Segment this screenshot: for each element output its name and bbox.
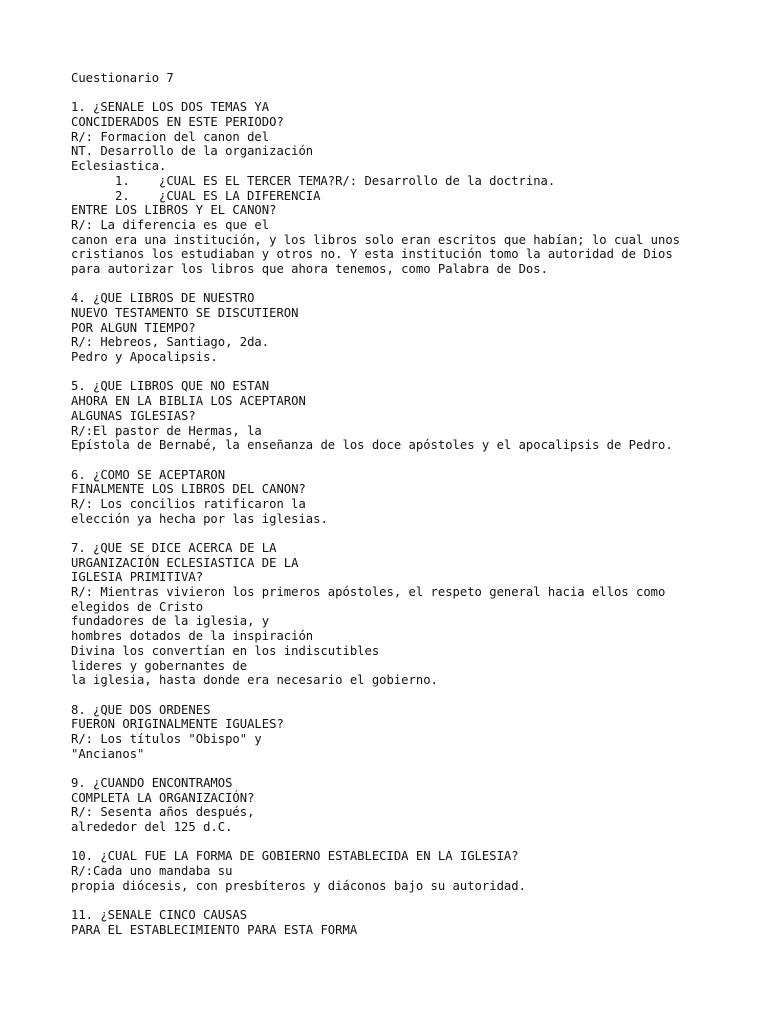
text-line: IGLESIA PRIMITIVA? — [71, 570, 204, 585]
text-line: NT. Desarrollo de la organización — [71, 144, 314, 159]
text-line: hombres dotados de la inspiración — [71, 629, 314, 644]
text-line: ENTRE LOS LIBROS Y EL CANON? — [71, 203, 277, 218]
list-number: 2. — [115, 188, 130, 203]
question-7 — [71, 541, 751, 688]
text-line: elección ya hecha por las iglesias. — [71, 511, 328, 526]
list-item — [71, 189, 751, 204]
text-line: URGANIZACIÓN ECLESIASTICA DE LA — [71, 555, 299, 570]
list-text: ¿CUAL ES LA DIFERENCIA — [159, 188, 321, 203]
text-line: 10. ¿CUAL FUE LA FORMA DE GOBIERNO ESTABLECIDA EN LA IGLESIA? — [71, 849, 519, 864]
document-page — [71, 71, 751, 938]
text-line: R/: Mientras vivieron los primeros apóstoles, el respeto general hacia ellos como — [71, 585, 666, 600]
text-line: 1. ¿SENALE LOS DOS TEMAS YA — [71, 100, 270, 115]
text-line: CONCIDERADOS EN ESTE PERIODO? — [71, 115, 284, 130]
text-line: 7. ¿QUE SE DICE ACERCA DE LA — [71, 541, 277, 555]
text-line: FUERON ORIGINALMENTE IGUALES? — [71, 717, 284, 732]
text-line: R/: Sesenta años después, — [71, 805, 255, 820]
question-1 — [71, 100, 751, 173]
text-line: R/: Los concilios ratificaron la — [71, 496, 306, 511]
text-line: R/: La diferencia es que el — [71, 217, 270, 232]
text-line: canon era una institución, y los libros solo eran escritos que habían; lo cual unos — [71, 232, 681, 247]
text-line: PARA EL ESTABLECIMIENTO PARA ESTA FORMA — [71, 922, 358, 937]
text-line: R/:El pastor de Hermas, la — [71, 423, 262, 438]
text-line: FINALMENTE LOS LIBROS DEL CANON? — [71, 482, 306, 497]
text-line: POR ALGUN TIEMPO? — [71, 320, 196, 335]
text-line: R/: Hebreos, Santiago, 2da. — [71, 335, 270, 350]
text-line: Pedro y Apocalipsis. — [71, 350, 218, 365]
text-line: "Ancianos" — [71, 746, 145, 761]
document-title: Cuestionario 7 — [71, 71, 174, 85]
question-5 — [71, 379, 751, 452]
list-text: ¿CUAL ES EL TERCER TEMA?R/: Desarrollo de la doctrina. — [159, 173, 556, 188]
text-line: 11. ¿SENALE CINCO CAUSAS — [71, 908, 248, 923]
text-line: la iglesia, hasta donde era necesario el gobierno. — [71, 673, 438, 688]
question-8 — [71, 703, 751, 762]
text-line: R/: Formacion del canon del — [71, 129, 270, 144]
numbered-list — [71, 174, 751, 203]
list-number: 1. — [115, 173, 130, 188]
text-line: 5. ¿QUE LIBROS QUE NO ESTAN — [71, 379, 270, 394]
text-line: 9. ¿CUANDO ENCONTRAMOS — [71, 776, 233, 790]
text-line: cristianos los estudiaban y otros no. Y esta institución tomo la autoridad de Dios — [71, 247, 673, 262]
text-line: COMPLETA LA ORGANIZACIÓN? — [71, 790, 255, 805]
text-line: 4. ¿QUE LIBROS DE NUESTRO — [71, 291, 255, 306]
text-line: Epístola de Bernabé, la enseñanza de los doce apóstoles y el apocalipsis de Pedro. — [71, 438, 673, 453]
text-line: fundadores de la iglesia, y — [71, 614, 270, 629]
question-9 — [71, 776, 751, 835]
text-line: lideres y gobernantes de — [71, 658, 248, 673]
question-4 — [71, 291, 751, 364]
text-line: 6. ¿COMO SE ACEPTARON — [71, 467, 226, 482]
text-line: R/:Cada uno mandaba su — [71, 864, 233, 879]
text-line: 8. ¿QUE DOS ORDENES — [71, 702, 211, 717]
text-line: AHORA EN LA BIBLIA LOS ACEPTARON — [71, 394, 306, 409]
question-11 — [71, 908, 751, 937]
text-line: para autorizar los libros que ahora tenemos, como Palabra de Dos. — [71, 261, 548, 276]
text-line: propia diócesis, con presbíteros y diáconos bajo su autoridad. — [71, 878, 526, 893]
question-2-continued — [71, 203, 751, 276]
list-item — [71, 174, 751, 189]
text-line: Eclesiastica. — [71, 159, 167, 174]
text-line: elegidos de Cristo — [71, 599, 204, 614]
text-line: NUEVO TESTAMENTO SE DISCUTIERON — [71, 306, 299, 320]
text-line: Divina los convertían en los indiscutibles — [71, 643, 380, 658]
text-line: alrededor del 125 d.C. — [71, 820, 233, 835]
text-line: R/: Los títulos "Obispo" y — [71, 731, 262, 746]
text-line: ALGUNAS IGLESIAS? — [71, 408, 196, 423]
question-6 — [71, 468, 751, 527]
question-10 — [71, 849, 751, 893]
